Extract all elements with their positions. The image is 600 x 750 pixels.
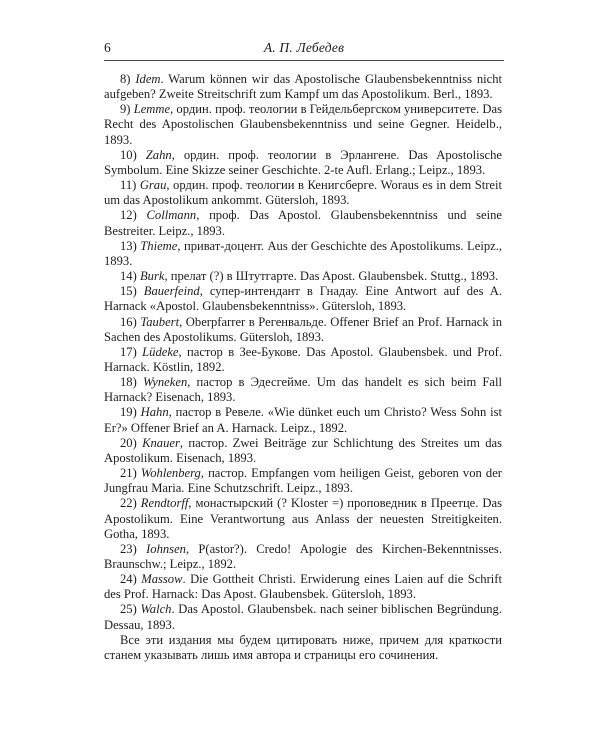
entry-author: Wyneken	[142, 375, 188, 390]
reference-entry	[104, 405, 502, 435]
entry-number: 23)	[120, 541, 137, 556]
reference-entry	[104, 72, 502, 102]
entry-number: 21)	[120, 466, 137, 481]
entry-author: Burk	[139, 269, 165, 284]
entry-number: 8)	[120, 72, 131, 86]
entry-text: , супер-интендант в Гнадау. Eine Antwort auf des A. Harnack «Apostol. Glaubensbekenntniss». Gütersloh, 1893.	[104, 284, 503, 314]
entry-number: 11)	[120, 178, 137, 193]
reference-entry	[104, 315, 502, 345]
entry-number: 18)	[120, 375, 137, 390]
entry-author: Taubert	[140, 314, 180, 329]
reference-entry	[104, 208, 502, 238]
entry-text: . Die Gottheit Christi. Erwiderung eines Laien auf die Schrift des Prof. Harnack: Das Apost. Glaubensbek. Gütersloh, 1893.	[104, 572, 502, 602]
reference-entry	[104, 345, 502, 375]
entry-text: , пастор в Эдесгейме. Um das handelt es sich beim Fall Harnack? Eisenach, 1893.	[104, 375, 502, 405]
entry-author: Collmann	[146, 208, 197, 223]
entry-author: Rendtorff	[140, 496, 189, 511]
entry-number: 25)	[120, 602, 137, 617]
entry-author: Massow	[141, 572, 183, 587]
reference-entry	[104, 102, 502, 147]
entry-author: Thieme	[140, 238, 178, 253]
entry-text: , пастор в Ревеле. «Wie dünket euch um Christo? Wess Sohn ist Er?» Offener Brief an A. Harnack. Leipz., 1892.	[104, 405, 502, 435]
entry-number: 14)	[120, 269, 137, 284]
entry-number: 17)	[120, 344, 137, 359]
entry-author: Idem	[135, 72, 161, 86]
entry-author: Zahn	[145, 147, 172, 162]
entry-author: Walch	[140, 602, 172, 617]
reference-entry	[104, 466, 502, 496]
entry-author: Lemme	[133, 102, 171, 117]
reference-entry	[104, 239, 502, 269]
entry-text: . Das Apostol. Glaubensbek. nach seiner biblischen Begründung. Dessau, 1893.	[104, 602, 502, 632]
entry-text: , ордин. проф. теологии в Эрлангене. Das Apostolische Symbolum. Eine Skizze seiner Geschichte. 2-te Aufl. Erlang.; Leipz., 1893.	[104, 147, 502, 177]
entry-text: , прелат (?) в Штутгарте. Das Apost. Glaubensbek. Stuttg., 1893.	[164, 269, 499, 284]
entry-text: , Oberpfarrer в Регенвальде. Offener Brief an Prof. Harnack in Sachen des Apostolikums. Gütersloh, 1893.	[104, 314, 502, 344]
entry-text: . Warum können wir das Apostolische Glaubensbekenntniss nicht aufgeben? Zweite Streitschrift zum Kampf um das Apostolikum. Berl., 1893.	[104, 72, 502, 102]
entry-number: 22)	[120, 496, 137, 511]
entry-number: 12)	[120, 208, 137, 223]
entry-author: Knauer	[142, 435, 180, 450]
page-body	[104, 72, 502, 663]
entry-number: 20)	[120, 435, 137, 450]
entry-author: Bauerfeind	[143, 284, 200, 299]
page-number: 6	[104, 40, 111, 55]
entry-number: 10)	[120, 147, 137, 162]
reference-entry	[104, 375, 502, 405]
reference-entry	[104, 284, 502, 314]
entry-text: , пастор в Зее-Букове. Das Apostol. Glaubensbek. und Prof. Harnack. Köstlin, 1892.	[104, 344, 502, 374]
reference-entry	[104, 178, 502, 208]
entry-author: Hahn	[140, 405, 169, 420]
entry-number: 24)	[120, 572, 137, 587]
reference-entry	[104, 572, 502, 602]
entry-author: Grau	[139, 178, 167, 193]
entry-author: Wohlenberg	[140, 466, 201, 481]
reference-entry	[104, 148, 502, 178]
reference-entry	[104, 602, 502, 632]
reference-entry	[104, 542, 502, 572]
reference-entry	[104, 436, 502, 466]
closing-paragraph: Все эти издания мы будем цитировать ниже, причем для краткости станем указывать лишь имя автора и страницы его сочинения.	[104, 632, 502, 662]
entry-author: Lüdeke	[142, 344, 179, 359]
entry-text: , пастор. Zwei Beiträge zur Schlichtung des Streites um das Apostolikum. Eisenach, 1893.	[104, 435, 502, 465]
entry-text: , проф. Das Apostol. Glaubensbekenntniss und seine Bestreiter. Leipz., 1893.	[104, 208, 502, 238]
running-head: А. П. Лебедев	[263, 40, 345, 55]
reference-list	[104, 72, 502, 633]
entry-number: 9)	[120, 102, 131, 117]
reference-entry	[104, 496, 502, 541]
entry-number: 15)	[120, 284, 137, 299]
entry-text: , ордин. проф. теологии в Кенигсберге. Woraus es in dem Streit um das Apostolikum ankommt. Gütersloh, 1893.	[104, 178, 502, 208]
entry-text: , монастырский (? Kloster =) проповедник в Преетце. Das Apostolikum. Eine Verantwortung aus Anlass der neuesten Streitigkeiten. Gotha, 1893.	[104, 496, 502, 541]
entry-text: , приват-доцент. Aus der Geschichte des Apostolikums. Leipz., 1893.	[104, 238, 502, 268]
entry-text: , P(astor?). Credo! Apologie des Kirchen-Bekenntnisses. Braunschw.; Leipz., 1892.	[104, 541, 502, 571]
page-header	[104, 38, 504, 61]
entry-number: 13)	[120, 238, 137, 253]
entry-number: 19)	[120, 405, 137, 420]
entry-text: , ордин. проф. теологии в Гейдельбергском университете. Das Recht des Apostolischen Glaubensbekenntniss und seine Gegner. Heidelb., 1893.	[104, 102, 502, 147]
entry-text: , пастор. Empfangen vom heiligen Geist, geboren von der Jungfrau Maria. Eine Schutzschrift. Leipz., 1893.	[104, 466, 502, 496]
entry-author: Iohnsen	[146, 541, 186, 556]
reference-entry	[104, 269, 502, 284]
entry-number: 16)	[120, 314, 137, 329]
